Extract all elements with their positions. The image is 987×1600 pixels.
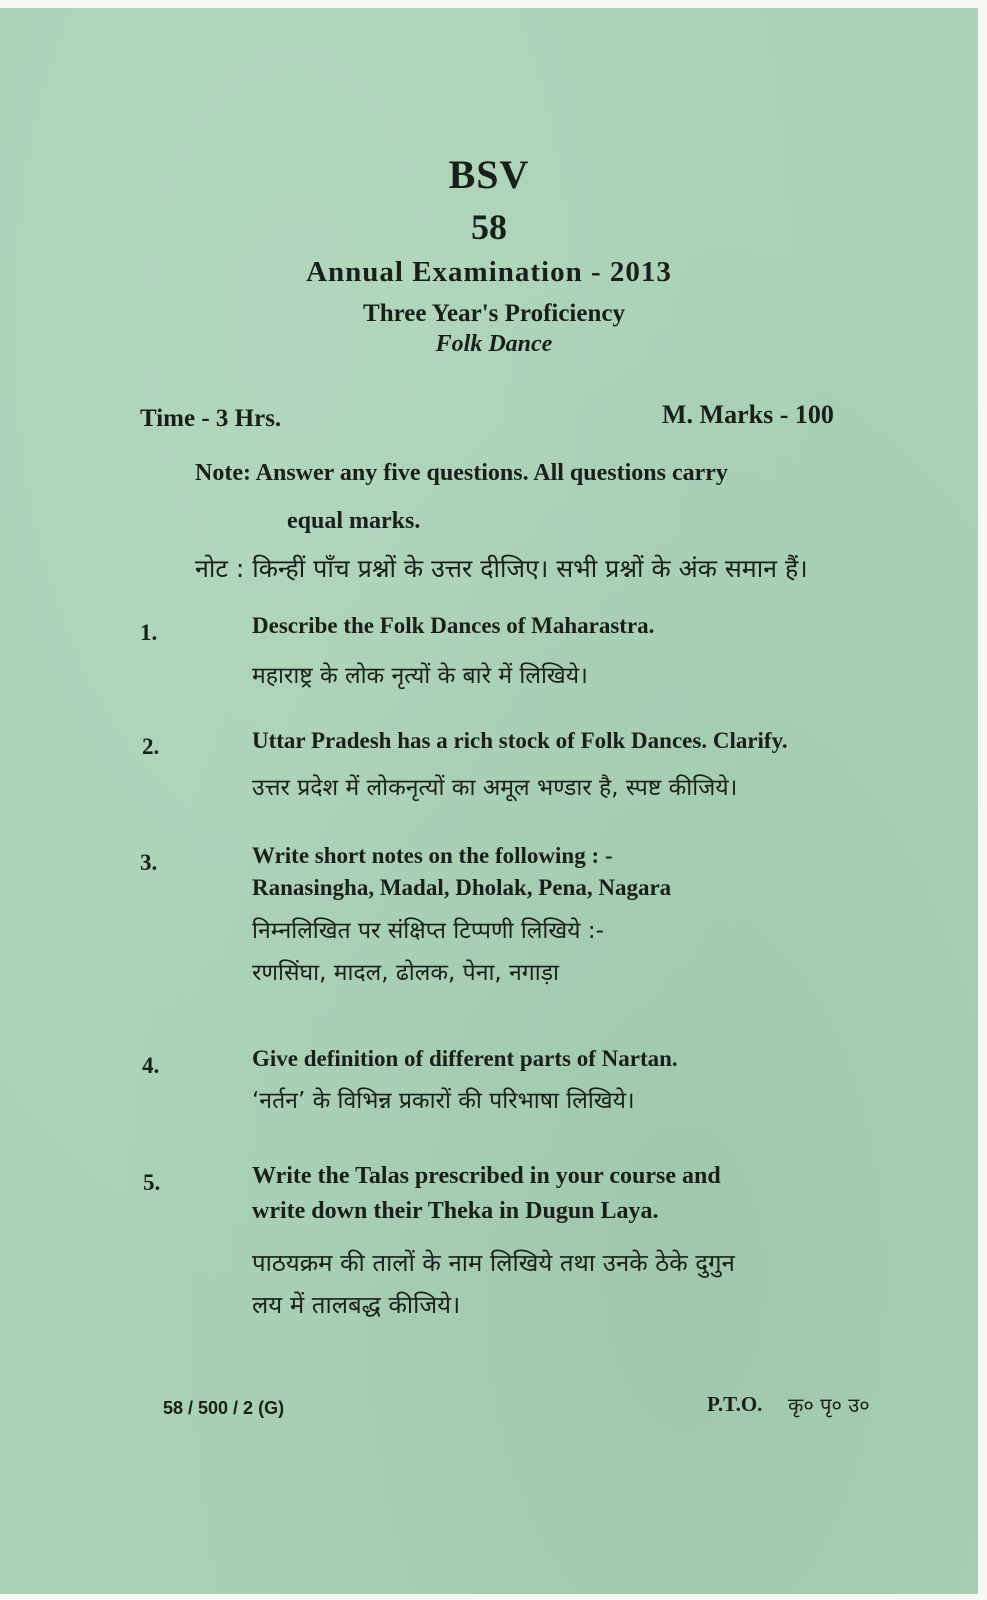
question-text: Give definition of different parts of Nartan. — [252, 1046, 678, 1071]
paper-number: 58 — [471, 207, 507, 247]
footer-paper-code: 58 / 500 / 2 (G) — [163, 1398, 285, 1418]
question-text-hindi: उत्तर प्रदेश में लोकनृत्यों का अमूल भण्डार है, स्पष्ट कीजिये। — [252, 775, 738, 801]
course-title: Three Year's Proficiency — [363, 300, 625, 327]
question-text: Describe the Folk Dances of Maharastra. — [252, 613, 655, 638]
question-text-hindi: ‘नर्तन’ के विभिन्न प्रकारों की परिभाषा लिखिये। — [252, 1088, 635, 1114]
question-number: 1. — [140, 620, 158, 645]
note-hindi: नोट : किन्हीं पाँच प्रश्नों के उत्तर दीजिए। सभी प्रश्नों के अंक समान हैं। — [195, 554, 808, 583]
exam-title: Annual Examination - 2013 — [306, 256, 672, 288]
exam-paper — [0, 8, 978, 1594]
question-text: Ranasingha, Madal, Dholak, Pena, Nagara — [252, 875, 672, 900]
paper-code: BSV — [448, 152, 530, 197]
question-text: Uttar Pradesh has a rich stock of Folk Dances. Clarify. — [252, 728, 788, 753]
question-text: Write the Talas prescribed in your course and — [252, 1163, 721, 1189]
exam-duration: Time - 3 Hrs. — [140, 405, 282, 432]
question-number: 5. — [143, 1170, 161, 1195]
subject-title: Folk Dance — [435, 331, 553, 357]
footer-pto-hindi: कृ० पृ० उ० — [788, 1393, 870, 1417]
question-text-hindi: पाठयक्रम की तालों के नाम लिखिये तथा उनके ठेके दुगुन — [252, 1249, 735, 1277]
footer-pto: P.T.O. — [707, 1392, 763, 1416]
note-english-line-2: equal marks. — [287, 508, 421, 534]
question-number: 3. — [140, 850, 158, 875]
question-text-hindi: महाराष्ट्र के लोक नृत्यों के बारे में लिखिये। — [252, 663, 588, 689]
note-english-line-1: Note: Answer any five questions. All questions carry — [195, 460, 728, 486]
max-marks: M. Marks - 100 — [662, 400, 834, 429]
question-number: 2. — [142, 734, 160, 759]
question-text: Write short notes on the following : - — [252, 843, 613, 868]
question-text: write down their Theka in Dugun Laya. — [252, 1198, 659, 1224]
question-text-hindi: निम्नलिखित पर संक्षिप्त टिप्पणी लिखिये :- — [252, 918, 604, 944]
question-text-hindi: रणसिंघा, मादल, ढोलक, पेना, नगाड़ा — [252, 960, 559, 986]
question-number: 4. — [142, 1053, 160, 1078]
question-text-hindi: लय में तालबद्ध कीजिये। — [252, 1291, 461, 1319]
